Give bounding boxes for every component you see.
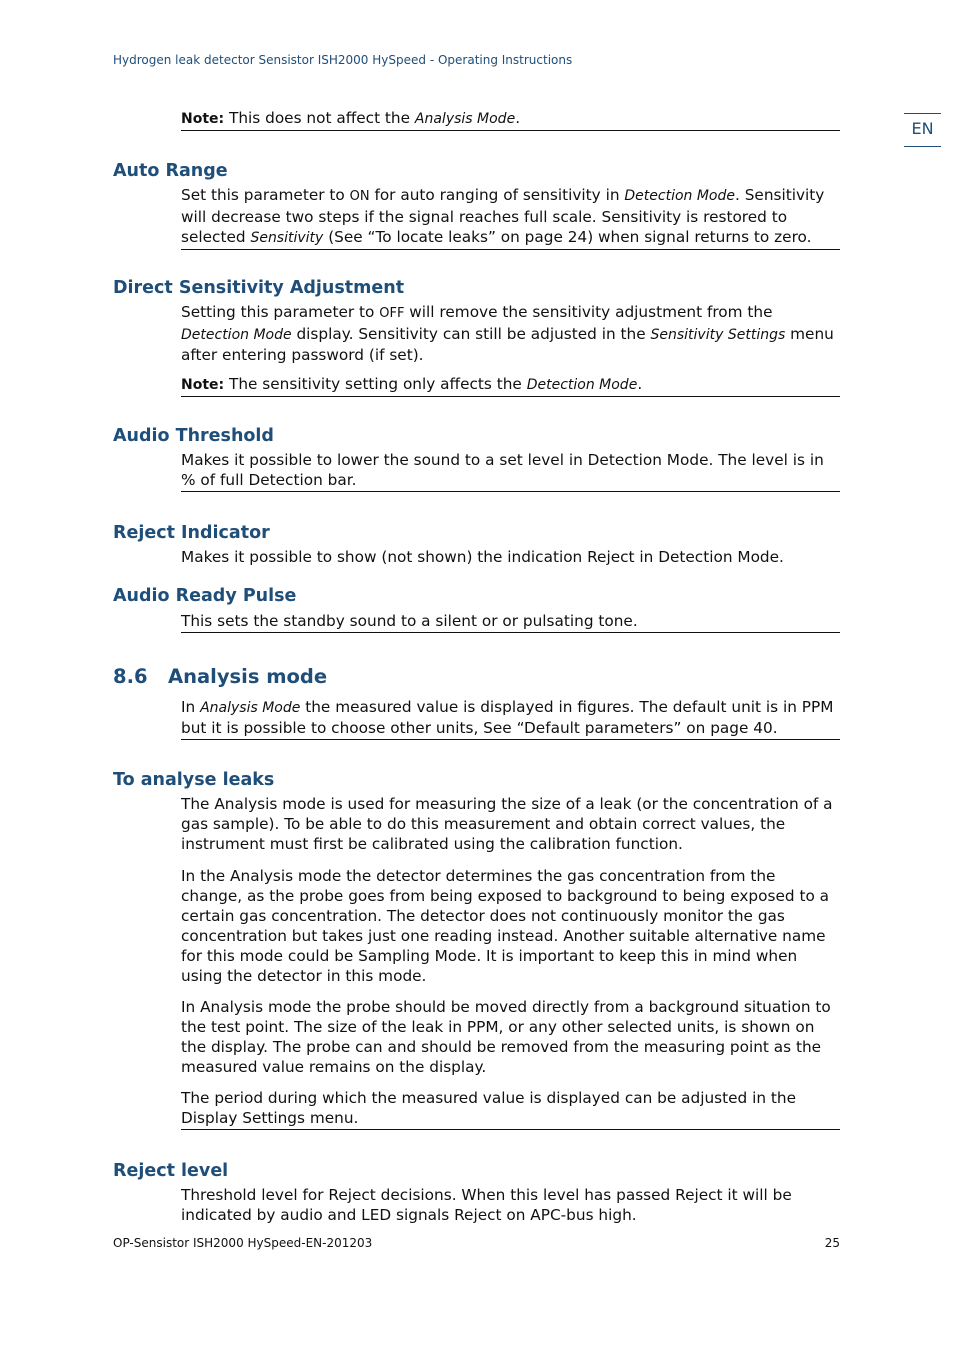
- paragraph: Makes it possible to lower the sound to a set level in Detection Mode. The level is in % of full Detection bar.: [181, 451, 824, 489]
- note-label: Note:: [181, 377, 225, 393]
- heading-audio-threshold: Audio Threshold: [113, 426, 274, 446]
- note-analysis-mode: [181, 108, 840, 131]
- reject-level-text: [181, 1185, 840, 1225]
- heading-to-analyse-leaks: To analyse leaks: [113, 770, 275, 790]
- note-end: .: [515, 109, 521, 127]
- heading-auto-range: Auto Range: [113, 161, 228, 181]
- text-span: for auto ranging of sensitivity in: [369, 186, 625, 204]
- term-detection-mode: Detection Mode: [624, 188, 735, 204]
- reject-indicator-text: [181, 547, 840, 567]
- text-span: menu after entering password (if set).: [181, 325, 834, 364]
- paragraph: Threshold level for Reject decisions. When this level has passed Reject it will be indicated by audio and LED signals Reject on APC-bus high.: [181, 1186, 792, 1224]
- to-analyse-p1: [181, 794, 840, 854]
- text-span: display. Sensitivity can still be adjusted in the: [291, 325, 651, 343]
- footer-doc-id: OP-Sensistor ISH2000 HySpeed-EN-201203: [113, 1236, 373, 1250]
- paragraph: This sets the standby sound to a silent or or pulsating tone.: [181, 612, 638, 630]
- audio-threshold-text: [181, 450, 840, 492]
- term-detection-mode: Detection Mode: [181, 327, 292, 343]
- footer-page-number: 25: [824, 1236, 840, 1250]
- language-tab-label: EN: [911, 119, 934, 138]
- term-sensitivity-settings: Sensitivity Settings: [650, 327, 786, 343]
- text-span: Set this parameter to: [181, 186, 350, 204]
- to-analyse-p4: [181, 1088, 840, 1130]
- on-value: ON: [349, 189, 370, 204]
- paragraph: The period during which the measured value is displayed can be adjusted in the Display Settings menu.: [181, 1089, 797, 1127]
- section-title: Analysis mode: [168, 665, 328, 688]
- direct-sensitivity-text: [181, 302, 840, 365]
- language-tab: [904, 113, 941, 147]
- text-span: will remove the sensitivity adjustment from the: [404, 303, 773, 321]
- to-analyse-p2: [181, 866, 840, 986]
- heading-audio-ready-pulse: Audio Ready Pulse: [113, 586, 297, 606]
- text-span: Setting this parameter to: [181, 303, 380, 321]
- to-analyse-p3: [181, 997, 840, 1077]
- term-sensitivity: Sensitivity: [250, 230, 324, 246]
- note-term: Detection Mode: [526, 377, 638, 393]
- text-span: the measured value is displayed in figures. The default unit is in PPM but it is possible to choose other units, See “Default parameters” on page 40.: [181, 698, 834, 737]
- paragraph: In Analysis mode the probe should be moved directly from a background situation to the test point. The size of the leak in PPM, or any other selected units, is shown on the display. The probe can and should be removed from the measuring point as the measured value remains on the display.: [181, 998, 831, 1076]
- auto-range-text: [181, 185, 840, 250]
- note-text: The sensitivity setting only affects the: [224, 375, 527, 393]
- paragraph: The Analysis mode is used for measuring the size of a leak (or the concentration of a gas sample). To be able to do this measurement and obtain correct values, the instrument must first be calibrated using the calibration function.: [181, 795, 833, 853]
- text-span: In: [181, 698, 201, 716]
- paragraph: Makes it possible to show (not shown) the indication Reject in Detection Mode.: [181, 548, 784, 566]
- running-header: Hydrogen leak detector Sensistor ISH2000 HySpeed - Operating Instructions: [113, 53, 573, 67]
- note-end: .: [637, 375, 643, 393]
- paragraph: In the Analysis mode the detector determines the gas concentration from the change, as the probe goes from being exposed to background to being exposed to a certain gas concentration. The detector does not continuously monitor the gas concentration but takes just one reading instead. Another suitable alternative name for this mode could be Sampling Mode. It is important to keep this in mind when using the detector in this mode.: [181, 867, 830, 985]
- heading-reject-level: Reject level: [113, 1161, 229, 1181]
- audio-ready-pulse-text: [181, 611, 840, 633]
- text-span: (See “To locate leaks” on page 24) when signal returns to zero.: [323, 228, 812, 246]
- note-sensitivity: [181, 374, 840, 397]
- analysis-mode-text: [181, 697, 840, 740]
- section-heading-analysis-mode: [113, 665, 327, 688]
- term-analysis-mode: Analysis Mode: [200, 700, 301, 716]
- note-term: Analysis Mode: [414, 111, 516, 127]
- heading-reject-indicator: Reject Indicator: [113, 523, 270, 543]
- note-text: This does not affect the: [224, 109, 415, 127]
- section-number: 8.6: [113, 665, 148, 688]
- heading-direct-sensitivity: Direct Sensitivity Adjustment: [113, 278, 405, 298]
- text-span: . Sensitivity will decrease two steps if the signal reaches full scale. Sensitivity is restored to selected: [181, 186, 825, 246]
- off-value: OFF: [379, 306, 405, 321]
- note-label: Note:: [181, 111, 225, 127]
